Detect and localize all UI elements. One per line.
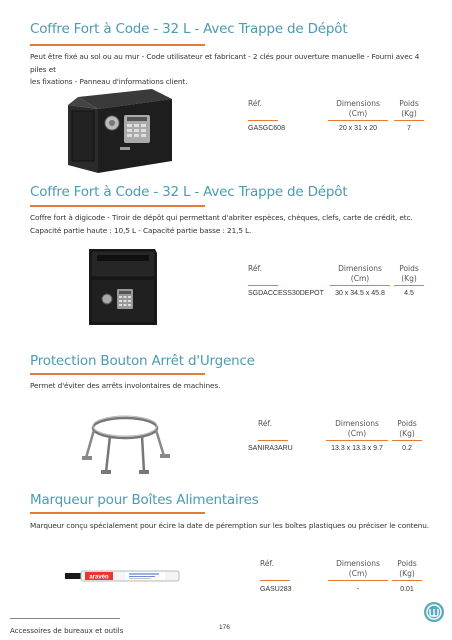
weight-header [392,559,422,579]
description-line: Marqueur conçu spécialement pour écire la date de péremption sur les boîtes plastiques ou préciser le contenu. [30,521,430,530]
dimensions-header [326,419,388,439]
title-underline [30,44,205,46]
weight-value: 0.2 [402,445,412,452]
dimensions-value: 30 x 34.5 x 45.8 [335,290,385,297]
ref-value: SGDACCESS30DEPOT [248,290,324,297]
footer-category: Accessoires de bureaux et outils [10,627,124,635]
dimensions-header [330,264,390,284]
dimensions-value: 13.3 x 13.3 x 9.7 [331,445,383,452]
marker-brand: aravén [89,574,109,581]
ref-value: GASU283 [260,586,292,593]
dimensions-header-unit: (Cm) [348,109,368,118]
product-description [30,212,430,237]
description-line: Capacité partie haute : 10,5 L - Capacité partie basse : 21,5 L. [30,225,252,235]
title-underline [30,512,205,514]
dimensions-header-label: Dimensions [336,559,380,568]
weight-rule [392,440,422,441]
dimensions-rule [328,580,388,581]
dimensions-header-unit: (Cm) [347,429,367,438]
product-title: Coffre Fort à Code - 32 L - Avec Trappe de Dépôt [30,21,348,37]
ref-rule [258,440,288,441]
product-title: Coffre Fort à Code - 32 L - Avec Trappe de Dépôt [30,184,348,200]
page-number: 176 [219,624,230,631]
weight-value: 0.01 [400,586,414,593]
description-line: Permet d'éviter des arrêts involontaires de machines. [30,381,221,390]
ref-header: Réf. [248,264,262,273]
dimensions-header-label: Dimensions [336,99,380,108]
product-description [30,380,430,393]
weight-header [394,99,424,119]
title-underline [30,205,205,207]
weight-header [394,264,424,284]
emergency-button-guard-image [80,400,170,480]
weight-value: 4.5 [404,290,414,297]
weight-header-label: Poids [397,419,417,428]
dimensions-rule [328,120,388,121]
safe-image [60,85,180,175]
dimensions-header-label: Dimensions [338,264,382,273]
ref-rule [248,285,278,286]
product-description [30,51,430,89]
dimensions-header-unit: (Cm) [350,274,370,283]
deposit-safe-image [85,245,160,327]
weight-header [392,419,422,439]
dimensions-header [328,99,388,119]
weight-header-unit: (Kg) [399,429,415,438]
dimensions-value: 20 x 31 x 20 [338,125,378,132]
footer-rule [10,618,120,619]
product-description [30,520,430,533]
weight-rule [394,120,424,121]
weight-header-unit: (Kg) [399,569,415,578]
dimensions-rule [326,440,388,441]
weight-header-unit: (Kg) [401,274,417,283]
dimensions-rule [330,285,390,286]
ref-header: Réf. [260,559,274,568]
weight-value: 7 [407,125,411,132]
weight-header-unit: (Kg) [401,109,417,118]
ref-rule [248,120,278,121]
ref-value: SANIRA3ARU [248,445,293,452]
weight-header-label: Poids [399,99,419,108]
title-underline [30,373,205,375]
weight-rule [394,285,424,286]
marker-image [65,565,180,587]
dimensions-header [328,559,388,579]
brand-logo-icon [423,601,445,623]
weight-header-label: Poids [397,559,417,568]
product-title: Marqueur pour Boîtes Alimentaires [30,492,259,508]
weight-header-label: Poids [399,264,419,273]
ref-header: Réf. [258,419,272,428]
ref-header: Réf. [248,99,262,108]
description-line: Peut être fixé au sol ou au mur - Code utilisateur et fabricant - 2 clés pour ouverture manuelle - Fourni avec 4 piles et [30,52,420,74]
dimensions-value: - [356,586,360,593]
description-line: Coffre fort à digicode - Tiroir de dépôt qui permettant d'abriter espèces, chèques, clefs, carte de crédit, etc. [30,213,413,222]
weight-rule [392,580,422,581]
ref-value: GASGC608 [248,125,285,132]
dimensions-header-label: Dimensions [335,419,379,428]
dimensions-header-unit: (Cm) [348,569,368,578]
ref-rule [260,580,290,581]
description-line: les fixations - Panneau d'informations client. [30,77,188,86]
product-title: Protection Bouton Arrêt d'Urgence [30,353,255,369]
